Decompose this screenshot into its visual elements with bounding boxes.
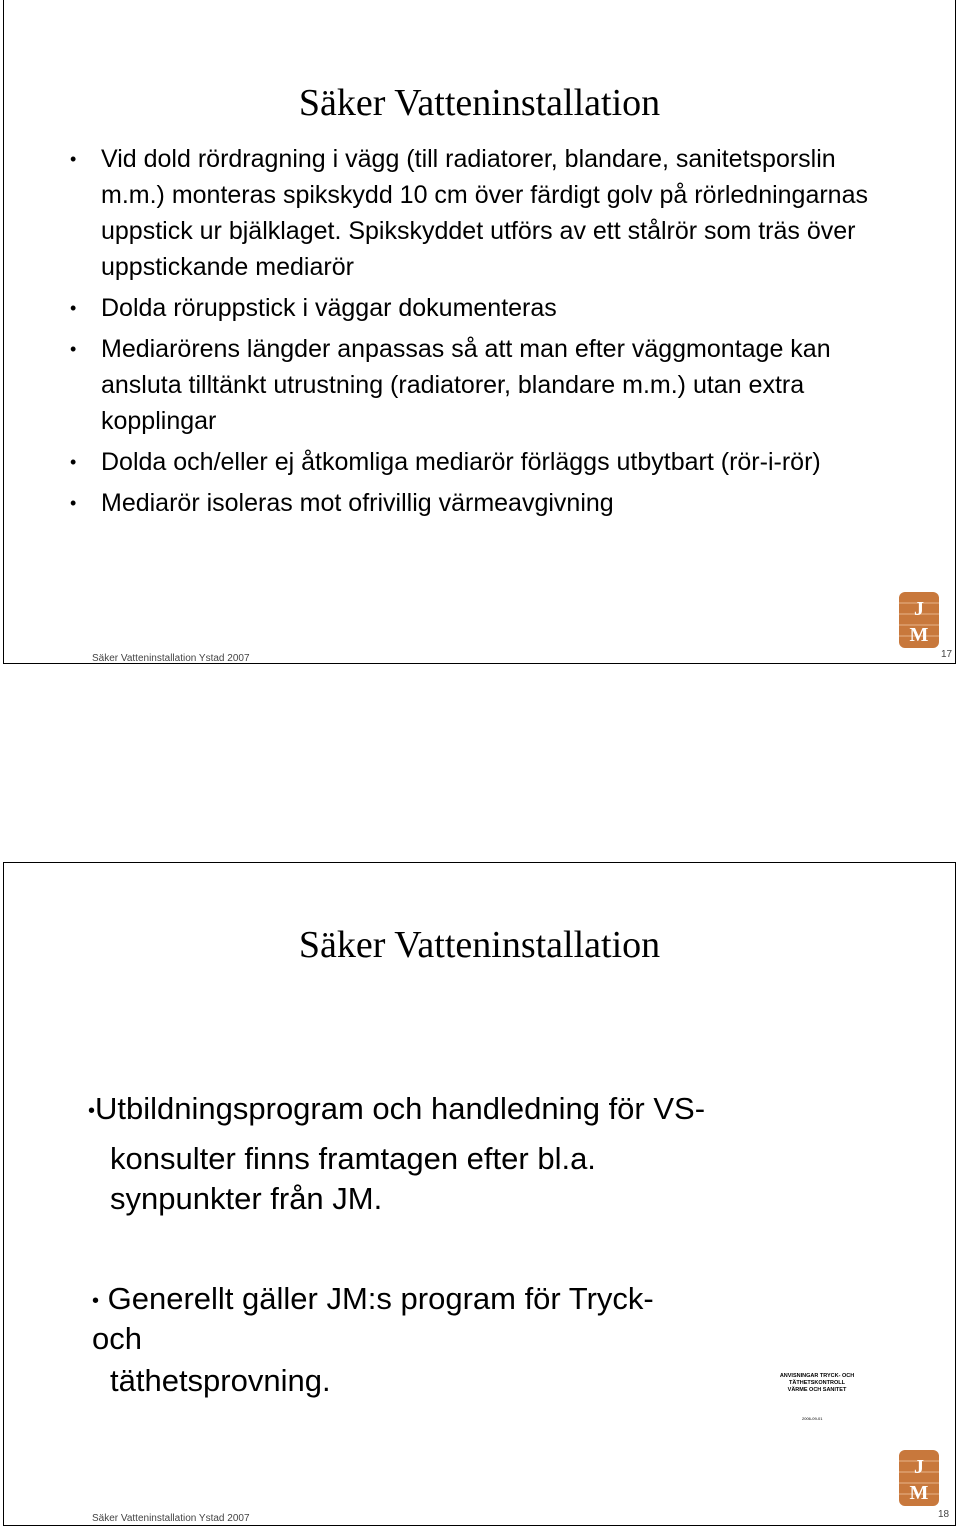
jm-logo	[898, 591, 940, 649]
page-number: 18	[938, 1509, 950, 1520]
bullet-continuation: täthetsprovning.	[110, 1363, 331, 1398]
bullet-item: • Dolda och/eller ej åtkomliga mediarör förläggs utbytbart (rör-i-rör)	[70, 444, 900, 480]
svg-text:J: J	[914, 598, 924, 620]
bullet-continuation: konsulter finns framtagen efter bl.a.	[110, 1141, 596, 1176]
document-thumbnail-date: 2006-09-01	[802, 1416, 823, 1421]
bullet-list	[70, 141, 900, 526]
slide-footer: Säker Vatteninstallation Ystad 2007	[92, 653, 250, 664]
bullet-item: • Vid dold rördragning i vägg (till radiatorer, blandare, sanitetsporslin m.m.) monteras spikskydd 10 cm över färdigt golv på rörledningarnas uppstick ur bjälklaget. Spikskyddet utförs av ett stålrör som träs över uppstickande mediarör	[70, 141, 900, 285]
bullet-item: • Mediarörens längder anpassas så att man efter väggmontage kan ansluta tilltänkt utrustning (radiatorer, blandare m.m.) utan extra kopplingar	[70, 331, 900, 439]
jm-logo	[898, 1449, 940, 1507]
slide-title: Säker Vatteninstallation	[298, 924, 661, 966]
bullet-continuation: synpunkter från JM.	[110, 1181, 383, 1216]
slide-title: Säker Vatteninstallation	[298, 82, 661, 124]
page-number: 17	[941, 649, 953, 660]
bullet-item: •Utbildningsprogram och handledning för VS-	[88, 1091, 706, 1126]
svg-text:M: M	[909, 624, 929, 646]
bullet-dot: •	[88, 1099, 96, 1122]
slide-18	[3, 862, 956, 1526]
svg-text:M: M	[909, 1482, 929, 1504]
svg-text:J: J	[914, 1456, 924, 1478]
bullet-item: • Dolda röruppstick i väggar dokumenteras	[70, 290, 900, 326]
bullet-item: • Generellt gäller JM:s program för Tryck-	[92, 1281, 654, 1316]
slide-footer: Säker Vatteninstallation Ystad 2007	[92, 1513, 250, 1524]
slide-17	[3, 0, 956, 664]
bullet-continuation: och	[92, 1321, 142, 1356]
bullet-dot: •	[92, 1289, 100, 1312]
document-thumbnail: ANVISNINGAR TRYCK- OCH TÄTHETSKONTROLL VÄRME OCH SANITET	[779, 1373, 855, 1393]
bullet-item: • Mediarör isoleras mot ofrivillig värmeavgivning	[70, 485, 900, 521]
